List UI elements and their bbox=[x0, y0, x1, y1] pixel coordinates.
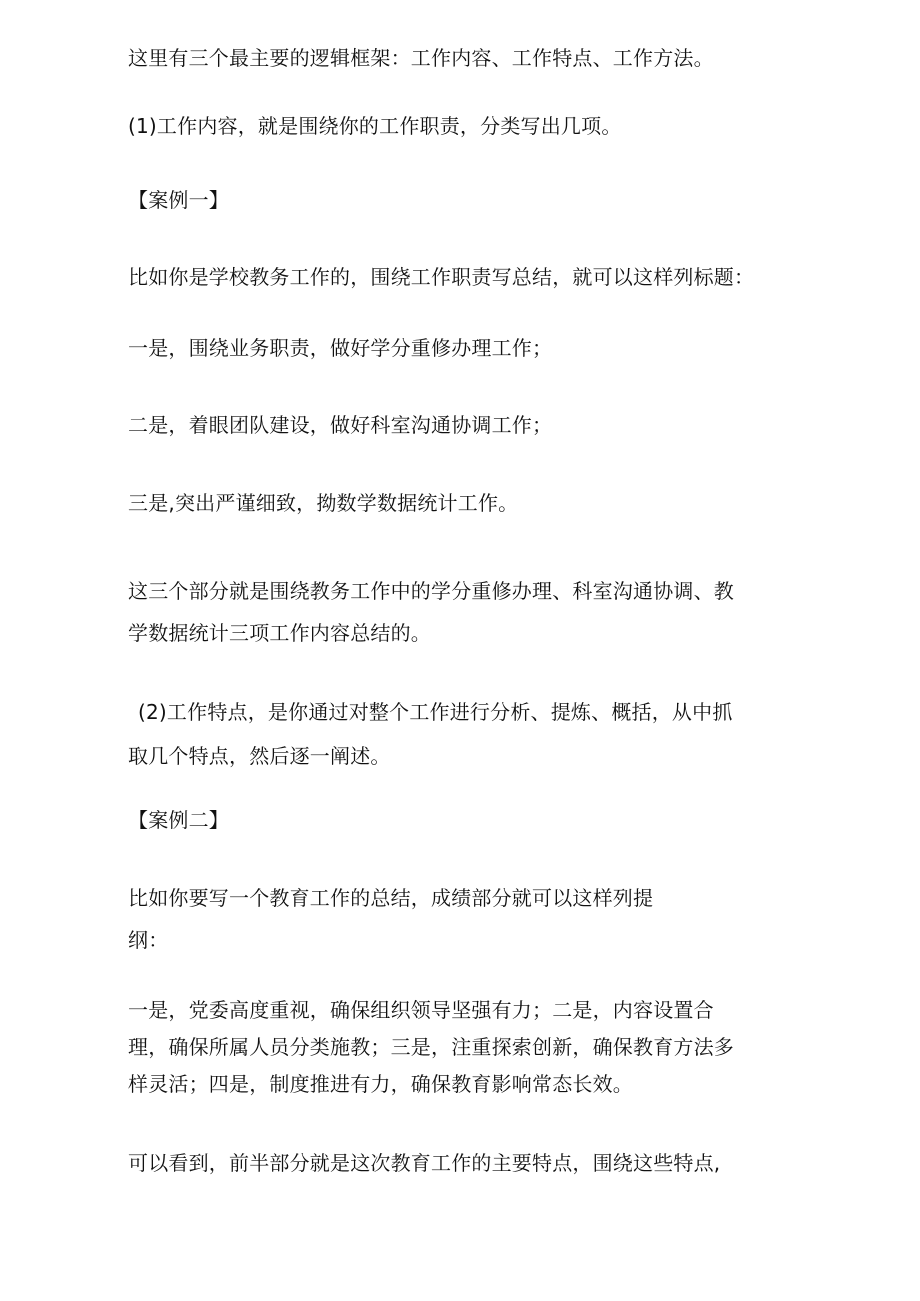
case-two-items-line-2: 理，确保所属人员分类施教；三是，注重探索创新，确保教育方法多 bbox=[128, 1035, 734, 1059]
case-one-label: 【案例一】 bbox=[128, 188, 229, 212]
intro-paragraph: 这里有三个最主要的逻辑框架：工作内容、工作特点、工作方法。 bbox=[128, 46, 714, 70]
case-one-summary-line-2: 学数据统计三项工作内容总结的。 bbox=[128, 621, 431, 645]
case-one-item-2: 二是，着眼团队建设，做好科室沟通协调工作； bbox=[128, 413, 553, 437]
case-two-label: 【案例二】 bbox=[128, 808, 229, 832]
work-features-heading-line-1: (2)工作特点，是你通过对整个工作进行分析、提炼、概括，从中抓 bbox=[138, 700, 733, 724]
case-two-items-line-3: 样灵活；四是，制度推进有力，确保教育影响常态长效。 bbox=[128, 1072, 633, 1096]
case-two-intro-line-1: 比如你要写一个教育工作的总结，成绩部分就可以这样列提 bbox=[128, 886, 654, 910]
case-two-intro-line-2: 纲： bbox=[128, 928, 169, 952]
work-content-heading: (1)工作内容，就是围绕你的工作职责，分类写出几项。 bbox=[128, 114, 622, 138]
case-one-intro: 比如你是学校教务工作的，围绕工作职责写总结，就可以这样列标题： bbox=[128, 265, 755, 289]
case-two-summary-line: 可以看到，前半部分就是这次教育工作的主要特点，围绕这些特点, bbox=[128, 1151, 721, 1175]
work-features-heading-line-2: 取几个特点，然后逐一阐述。 bbox=[128, 744, 391, 768]
case-two-items-line-1: 一是，党委高度重视，确保组织领导坚强有力；二是，内容设置合 bbox=[128, 998, 714, 1022]
case-one-item-1: 一是，围绕业务职责，做好学分重修办理工作； bbox=[128, 336, 553, 360]
case-one-item-3: 三是,突出严谨细致，拗数学数据统计工作。 bbox=[128, 491, 519, 515]
case-one-summary-line-1: 这三个部分就是围绕教务工作中的学分重修办理、科室沟通协调、教 bbox=[128, 579, 734, 603]
